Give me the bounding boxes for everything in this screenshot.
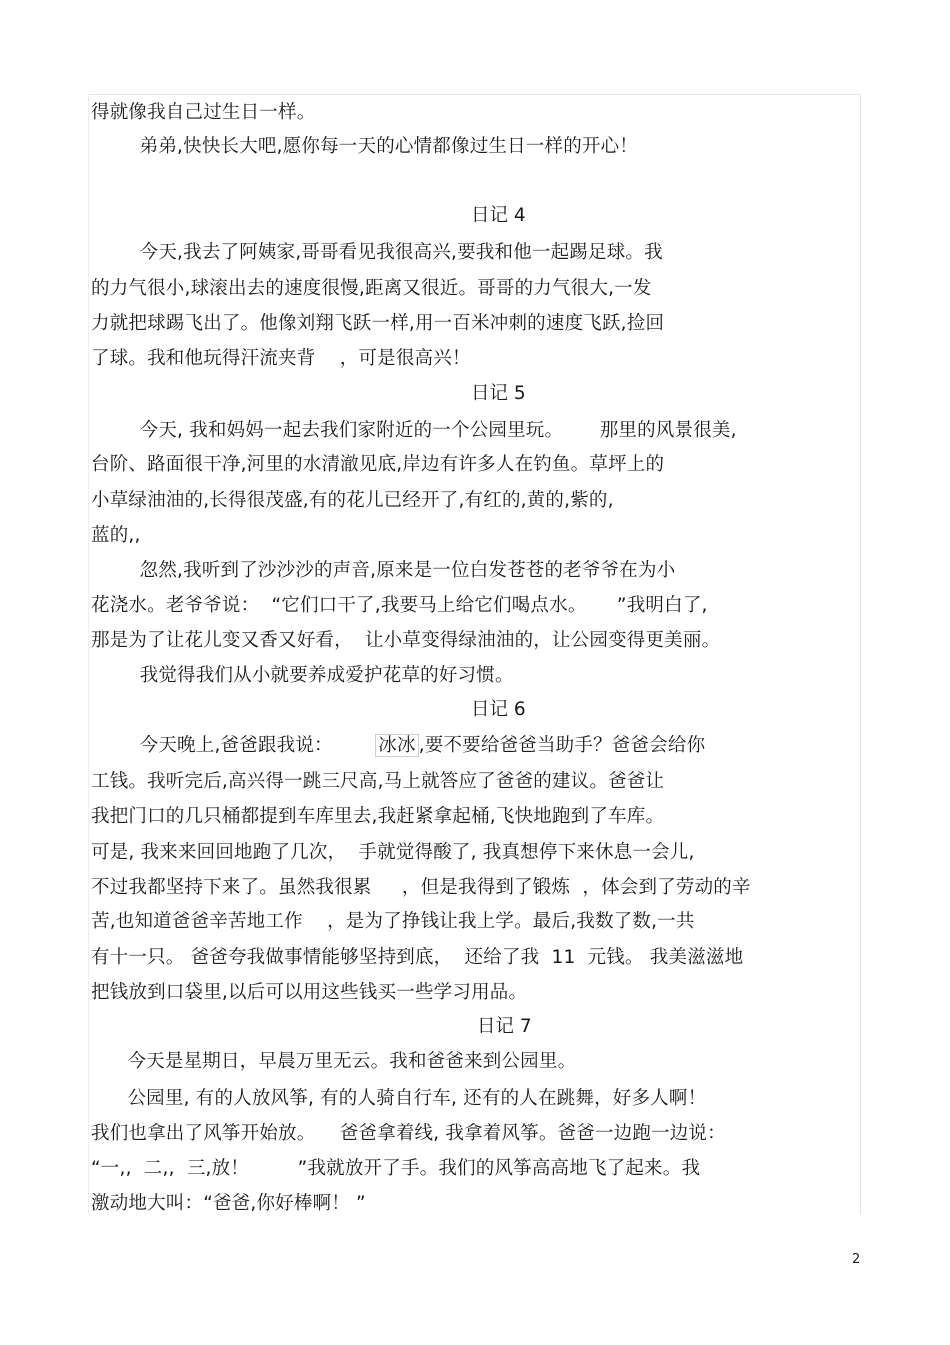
text-line: 可是, 我来来回回地跑了几次， 手就觉得酸了, 我真想停下来休息一会儿, — [91, 842, 695, 863]
text-line: 把钱放到口袋里,以后可以用这些钱买一些学习用品。 — [91, 982, 528, 1003]
page-number: 2 — [852, 1252, 861, 1267]
text-line: 蓝的,, — [91, 525, 141, 546]
text-segment: ,要不要给爸爸当助手？爸爸会给你 — [418, 735, 706, 756]
text-line: 那是为了让花儿变又香又好看， 让小草变得绿油油的，让公园变得更美丽。 — [91, 630, 721, 651]
text-line: 的力气很小,球滚出去的速度很慢,距离又很近。哥哥的力气很大,一发 — [91, 278, 652, 299]
text-line: 花浇水。老爷爷说： “它们口干了,我要马上给它们喝点水。 ”我明白了, — [91, 595, 708, 616]
text-line: 我们也拿出了风筝开始放。 爸爸拿着线, 我拿着风筝。爸爸一边跑一边说： — [91, 1123, 726, 1144]
diary-title-7: 日记 7 — [477, 1016, 532, 1037]
text-line: 激动地大叫：“爸爸,你好棒啊！ ” — [91, 1193, 366, 1214]
diary-title-5: 日记 5 — [471, 383, 526, 404]
text-line — [91, 734, 705, 758]
text-segment: 今天晚上,爸爸跟我说： — [91, 735, 376, 756]
text-line: 台阶、路面很干净,河里的水清澈见底,岸边有许多人在钓鱼。草坪上的 — [91, 454, 665, 475]
text-line: 忽然,我听到了沙沙沙的声音,原来是一位白发苍苍的老爷爷在为小 — [91, 560, 676, 581]
text-line: 今天,我去了阿姨家,哥哥看见我很高兴,要我和他一起踢足球。我 — [91, 242, 663, 263]
text-line: 我觉得我们从小就要养成爱护花草的好习惯。 — [91, 665, 514, 686]
text-line: 弟弟,快快长大吧,愿你每一天的心情都像过生日一样的开心！ — [91, 136, 639, 157]
text-line: 小草绿油油的,长得很茂盛,有的花儿已经开了,有红的,黄的,紫的, — [91, 490, 614, 511]
text-line: 今天是星期日，早晨万里无云。我和爸爸来到公园里。 — [91, 1051, 577, 1072]
text-line: 苦,也知道爸爸辛苦地工作 ，是为了挣钱让我上学。最后,我数了数,一共 — [91, 911, 695, 932]
text-line: 我把门口的几只桶都提到车库里去,我赶紧拿起桶,飞快地跑到了车库。 — [91, 806, 665, 827]
text-line: 工钱。我听完后,高兴得一跳三尺高,马上就答应了爸爸的建议。爸爸让 — [91, 771, 665, 792]
text-line: 了球。我和他玩得汗流夹背 ，可是很高兴！ — [91, 348, 471, 369]
boxed-name: 冰冰 — [375, 734, 418, 757]
text-line: 得就像我自己过生日一样。 — [91, 102, 316, 123]
diary-title-6: 日记 6 — [471, 699, 526, 720]
text-line: 有十一只。 爸爸夸我做事情能够坚持到底， 还给了我 11 元钱。 我美滋滋地 — [91, 947, 744, 968]
text-line: 力就把球踢飞出了。他像刘翔飞跃一样,用一百米冲刺的速度飞跃,捡回 — [91, 313, 665, 334]
text-line: 今天, 我和妈妈一起去我们家附近的一个公园里玩。 那里的风景很美, — [91, 420, 737, 441]
text-line: 公园里, 有的人放风筝, 有的人骑自行车, 还有的人在跳舞，好多人啊！ — [91, 1088, 707, 1109]
text-line: 不过我都坚持下来了。虽然我很累 ，但是我得到了锻炼 ，体会到了劳动的辛 — [91, 877, 751, 898]
text-line: “一,, 二,, 三,放！ ”我就放开了手。我们的风筝高高地飞了起来。我 — [91, 1158, 701, 1179]
diary-title-4: 日记 4 — [471, 205, 526, 226]
